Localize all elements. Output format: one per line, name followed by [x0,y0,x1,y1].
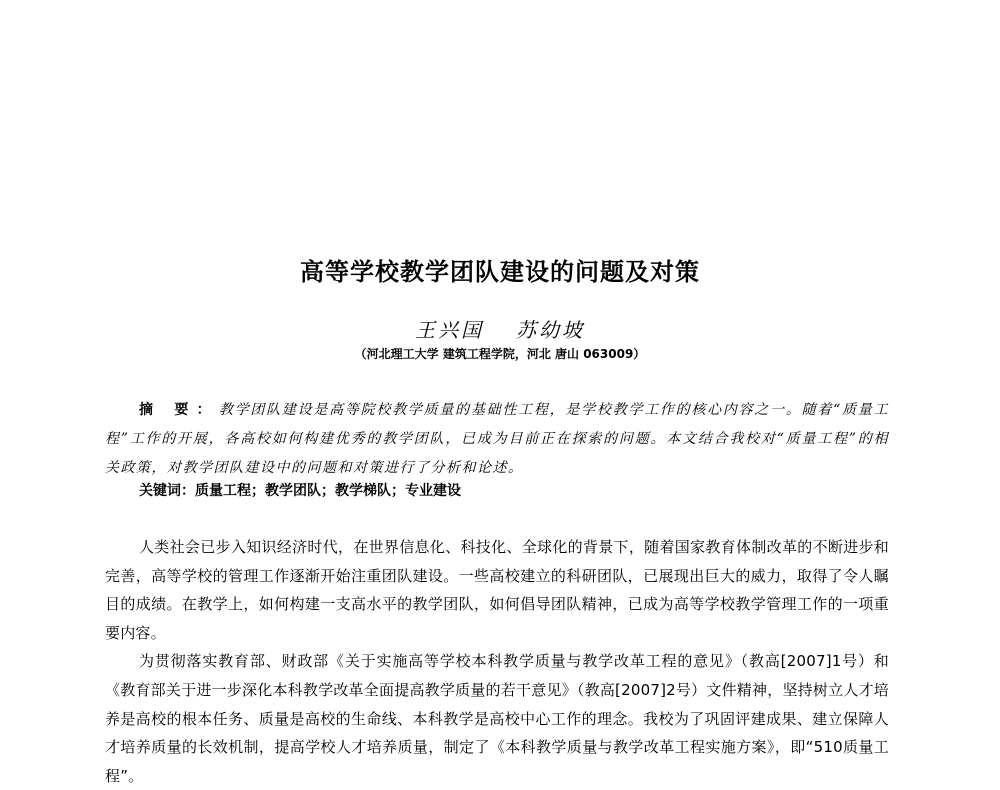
author-name: 苏幼坡 [516,318,585,342]
abstract-label: 摘 要： [139,402,219,418]
affiliation: （河北理工大学 建筑工程学院，河北 唐山 063009） [354,347,646,361]
author-name: 王兴国 [415,318,484,342]
abstract-text: 教学团队建设是高等院校教学质量的基础性工程，是学校教学工作的核心内容之一。随着“质量工程”工作的开展，各高校如何构建优秀的教学团队，已成为目前正在探索的问题。本文结合我校对“质量工程”的相关政策，对教学团队建设中的问题和对策进行了分析和论述。 [105,402,890,476]
author-line [0,314,1000,343]
body-paragraph: 为贯彻落实教育部、财政部《关于实施高等学校本科教学质量与教学改革工程的意见》（教高[2007]1号）和《教育部关于进一步深化本科教学改革全面提高教学质量的若干意见》（教高[2007]2号）文件精神，坚持树立人才培养是高校的根本任务、质量是高校的生命线、本科教学是高校中心工作的理念。我校为了巩固评建成果、建立保障人才培养质量的长效机制，提高学校人才培养质量，制定了《本科教学质量与教学改革工程实施方案》，即“510质量工程”。 [105,652,889,785]
abstract [105,396,889,483]
body-text [105,533,889,790]
paper-title: 高等学校教学团队建设的问题及对策 [300,258,700,286]
body-paragraph: 人类社会已步入知识经济时代，在世界信息化、科技化、全球化的背景下，随着国家教育体制改革的不断进步和完善，高等学校的管理工作逐渐开始注重团队建设。一些高校建立的科研团队，已展现出巨大的威力，取得了令人瞩目的成绩。在教学上，如何构建一支高水平的教学团队，如何倡导团队精神，已成为高等学校教学管理工作的一项重要内容。 [105,538,889,642]
keywords: 关键词：质量工程；教学团队；教学梯队；专业建设 [139,483,461,499]
